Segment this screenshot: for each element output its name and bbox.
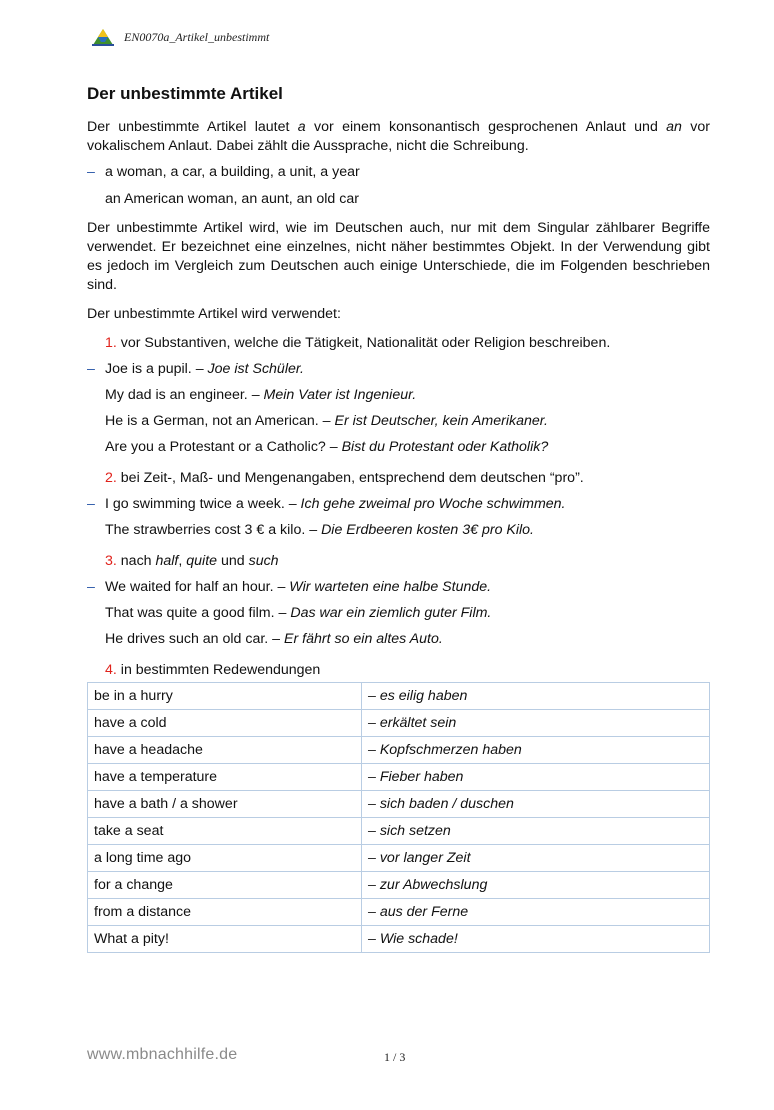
document-id: EN0070a_Artikel_unbestimmt xyxy=(124,29,270,44)
idioms-table xyxy=(87,682,710,953)
table-row xyxy=(88,791,710,818)
idiom-german: – Kopfschmerzen haben xyxy=(362,737,710,764)
list-item: an American woman, an aunt, an old car xyxy=(105,191,359,207)
list-item: – a woman, a car, a building, a unit, a year xyxy=(87,164,360,180)
idiom-english: a long time ago xyxy=(88,845,362,872)
idiom-german: – erkältet sein xyxy=(362,710,710,737)
idiom-english: for a change xyxy=(88,872,362,899)
rule-heading: 1. vor Substantiven, welche die Tätigkeit, Nationalität oder Religion beschreiben. xyxy=(105,335,611,351)
idiom-english: have a bath / a shower xyxy=(88,791,362,818)
table-row xyxy=(88,926,710,953)
table-row xyxy=(88,845,710,872)
table-row xyxy=(88,899,710,926)
idiom-english: be in a hurry xyxy=(88,683,362,710)
page-header xyxy=(92,26,269,48)
paragraph: Der unbestimmte Artikel wird verwendet: xyxy=(87,306,341,322)
table-row xyxy=(88,764,710,791)
table-row xyxy=(88,683,710,710)
mountain-logo-icon xyxy=(92,28,114,46)
example-item: – I go swimming twice a week. – Ich gehe zweimal pro Woche schwimmen. xyxy=(87,496,566,512)
idiom-english: from a distance xyxy=(88,899,362,926)
paragraph: Der unbestimmte Artikel wird, wie im Deutschen auch, nur mit dem Singular zählbarer Begriffe verwendet. Er bezeichnet eine einzelnes, nicht näher bestimmtes Objekt. In der Verwendung gibt es jedoch im Vergleich zum Deutschen auch einige Unterschiede, die im Folgenden beschrieben sind. xyxy=(87,220,710,293)
idiom-german: – Fieber haben xyxy=(362,764,710,791)
example-item: – Joe is a pupil. – Joe ist Schüler. xyxy=(87,361,304,377)
idiom-english: have a temperature xyxy=(88,764,362,791)
idiom-german: – zur Abwechslung xyxy=(362,872,710,899)
idiom-english: have a headache xyxy=(88,737,362,764)
example-item: Are you a Protestant or a Catholic? – Bist du Protestant oder Katholik? xyxy=(105,439,549,455)
example-item: My dad is an engineer. – Mein Vater ist Ingenieur. xyxy=(105,387,417,403)
example-item: The strawberries cost 3 € a kilo. – Die Erdbeeren kosten 3€ pro Kilo. xyxy=(105,522,534,538)
table-row xyxy=(88,737,710,764)
page-number: 1 / 3 xyxy=(384,1050,406,1064)
rule-heading: 2. bei Zeit-, Maß- und Mengenangaben, entsprechend dem deutschen “pro”. xyxy=(105,470,584,486)
idiom-english: have a cold xyxy=(88,710,362,737)
example-item: He is a German, not an American. – Er ist Deutscher, kein Amerikaner. xyxy=(105,413,548,429)
intro-paragraph: Der unbestimmte Artikel lautet a vor einem konsonantisch gesprochenen Anlaut und an vor vokalischem Anlaut. Dabei zählt die Aussprache, nicht die Schreibung. xyxy=(87,119,711,154)
footer-website: www.mbnachhilfe.de xyxy=(87,1046,238,1063)
idiom-german: – sich baden / duschen xyxy=(362,791,710,818)
example-item: – We waited for half an hour. – Wir warteten eine halbe Stunde. xyxy=(87,579,492,595)
table-row xyxy=(88,710,710,737)
idiom-german: – es eilig haben xyxy=(362,683,710,710)
rule-heading: 3. nach half, quite und such xyxy=(105,553,279,569)
idiom-german: – Wie schade! xyxy=(362,926,710,953)
idiom-german: – aus der Ferne xyxy=(362,899,710,926)
example-item: That was quite a good film. – Das war ein ziemlich guter Film. xyxy=(105,605,492,621)
rule-heading: 4. in bestimmten Redewendungen xyxy=(105,662,321,678)
idiom-german: – vor langer Zeit xyxy=(362,845,710,872)
table-row xyxy=(88,872,710,899)
page-title: Der unbestimmte Artikel xyxy=(87,84,283,103)
idiom-english: take a seat xyxy=(88,818,362,845)
document-body xyxy=(87,82,710,953)
idiom-english: What a pity! xyxy=(88,926,362,953)
example-item: He drives such an old car. – Er fährt so ein altes Auto. xyxy=(105,631,443,647)
table-row xyxy=(88,818,710,845)
idiom-german: – sich setzen xyxy=(362,818,710,845)
